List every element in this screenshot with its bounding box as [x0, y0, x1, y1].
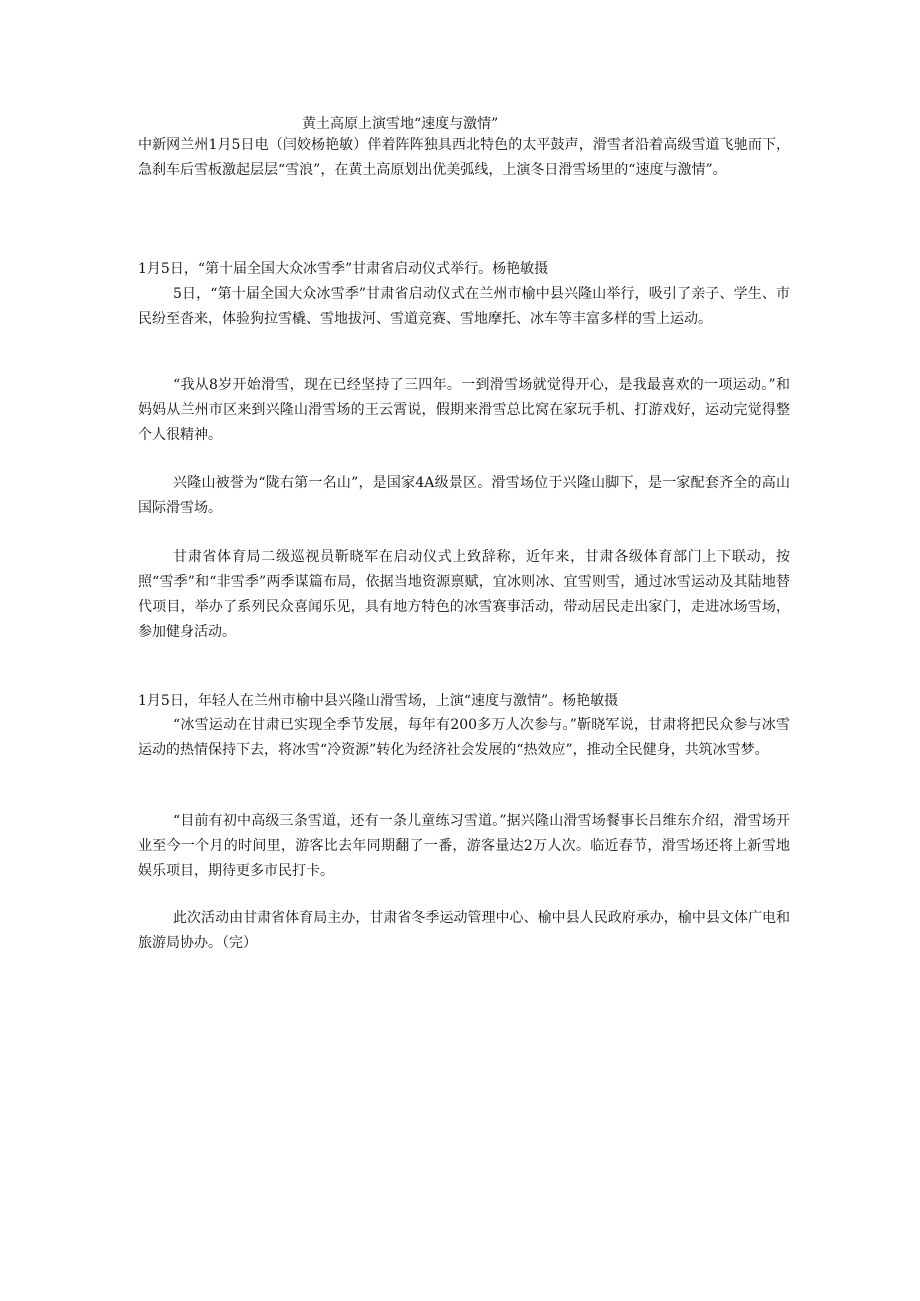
lead-paragraph: 中新网兰州1月5日电（闫姣杨艳敏）伴着阵阵独具西北特色的太平鼓声，滑雪者沿着高级雪道飞驰而下，急刹车后雪板激起层层“雪浪”，在黄土高原划出优美弧线，上演冬日滑雪场里的“速度与激情”。 — [138, 137, 790, 178]
body-paragraph-1: 5日，“第十届全国大众冰雪季”甘肃省启动仪式在兰州市榆中县兴隆山举行，吸引了亲子、学生、市民纷至沓来，体验狗拉雪橇、雪地拔河、雪道竞赛、雪地摩托、冰车等丰富多样的雪上运动。 — [138, 286, 790, 327]
body-paragraph-5: “冰雪运动在甘肃已实现全季节发展，每年有200多万人次参与。”靳晓军说，甘肃将把民众参与冰雪运动的热情保持下去，将冰雪“冷资源”转化为经济社会发展的“热效应”，推动全民健身，共筑冰雪梦。 — [138, 717, 790, 758]
article-title: 黄土高原上演雪地“速度与激情” — [302, 116, 499, 132]
body-paragraph-6: “目前有初中高级三条雪道，还有一条儿童练习雪道。”据兴隆山滑雪场餐事长吕维东介绍，滑雪场开业至今一个月的时间里，游客比去年同期翻了一番，游客量达2万人次。临近春节，滑雪场还将上新雪地娱乐项目，期待更多市民打卡。 — [138, 813, 790, 879]
body-paragraph-2: “我从8岁开始滑雪，现在已经坚持了三四年。一到滑雪场就觉得开心，是我最喜欢的一项运动。”和妈妈从兰州市区来到兴隆山滑雪场的王云霄说，假期来滑雪总比窝在家玩手机、打游戏好，运动完觉得整个人很精神。 — [138, 377, 790, 443]
body-paragraph-3: 兴隆山被誉为“陇右第一名山”，是国家4A级景区。滑雪场位于兴隆山脚下，是一家配套齐全的高山国际滑雪场。 — [138, 475, 790, 516]
body-paragraph-7: 此次活动由甘肃省体育局主办，甘肃省冬季运动管理中心、榆中县人民政府承办，榆中县文体广电和旅游局协办。（完） — [138, 910, 790, 951]
body-paragraph-4: 甘肃省体育局二级巡视员靳晓军在启动仪式上致辞称，近年来，甘肃各级体育部门上下联动，按照“雪季”和“非雪季”两季谋篇布局，依据当地资源禀赋，宜冰则冰、宜雪则雪，通过冰雪运动及其陆地替代项目，举办了系列民众喜闻乐见，具有地方特色的冰雪赛事活动，带动居民走出家门，走进冰场雪场，参加健身活动。 — [138, 549, 790, 640]
photo-caption-1: 1月5日，“第十届全国大众冰雪季”甘肃省启动仪式举行。杨艳敏摄 — [138, 261, 549, 277]
photo-caption-2: 1月5日，年轻人在兰州市榆中县兴隆山滑雪场，上演“速度与激情”。杨艳敏摄 — [138, 693, 619, 709]
